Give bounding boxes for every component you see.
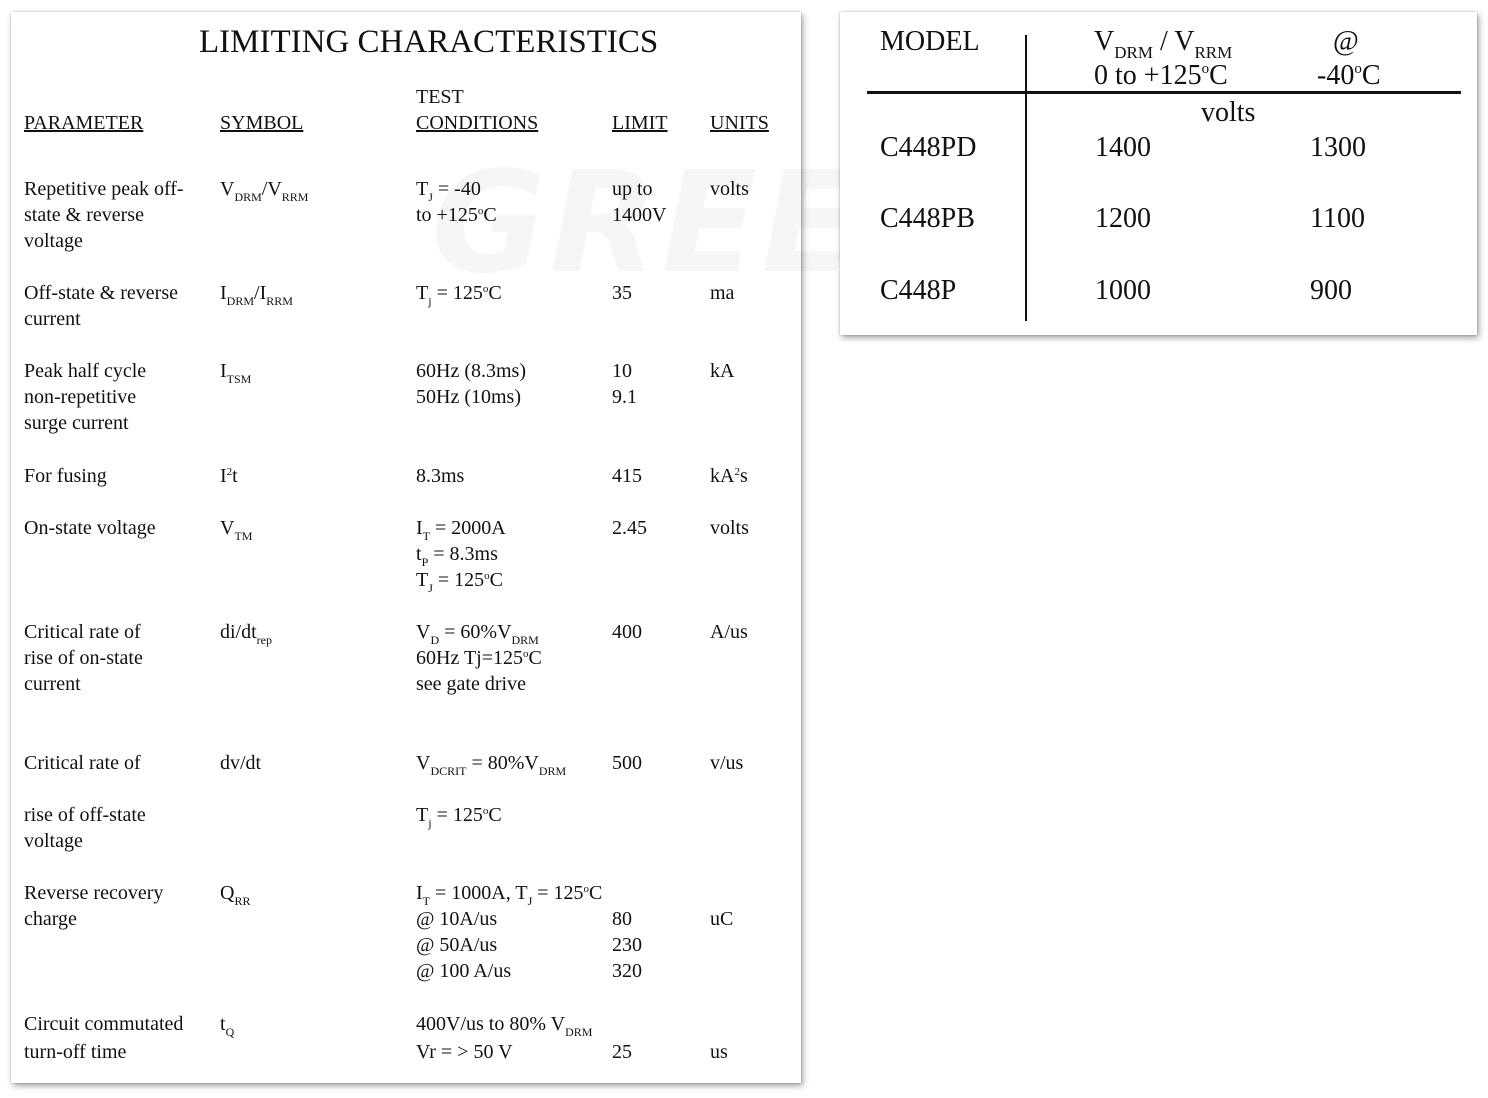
row-rep-limit-2: 1400V [612, 204, 667, 226]
v40-cell: 900 [1310, 275, 1352, 306]
vertical-divider [1025, 35, 1027, 321]
row-off-units: ma [710, 282, 735, 304]
row-vtm-param: On-state voltage [24, 517, 156, 539]
row-rep-param-1: Repetitive peak off- [24, 178, 184, 200]
row-fusing-param: For fusing [24, 465, 107, 487]
row-dvdt-cond-1: $V_{DCRIT} = 80\%V_{DRM}$ [416, 752, 567, 778]
row-didt-param-3: current [24, 673, 81, 695]
row-rep-param-2: state & reverse [24, 204, 144, 226]
v125-cell: 1200 [1095, 203, 1151, 234]
row-rep-units: volts [710, 178, 749, 200]
row-qrr-cond-2: @ 10A/us [416, 908, 498, 930]
row-tq-param-2: turn-off time [24, 1041, 127, 1063]
row-vtm-symbol: $V_{TM}$ [220, 517, 253, 543]
row-dvdt-param-2: rise of off-state [24, 804, 146, 826]
row-fusing-cond: 8.3ms [416, 465, 465, 487]
row-didt-param-1: Critical rate of [24, 621, 141, 643]
v125-cell: 1400 [1095, 132, 1151, 163]
row-rep-cond-1: $T_J = -40$ [416, 178, 481, 204]
row-qrr-units: uC [710, 908, 734, 930]
row-off-limit: 35 [612, 282, 632, 304]
row-dvdt-symbol: dv/dt [220, 752, 262, 774]
row-tq-symbol: $t_Q$ [220, 1013, 235, 1039]
model-cell: C448P [880, 275, 957, 306]
row-tq-param-1: Circuit commutated [24, 1013, 184, 1035]
row-rep-limit-1: up to [612, 178, 653, 200]
row-didt-param-2: rise of on-state [24, 647, 143, 669]
header-vdrm-vrrm: $V_{DRM} / V_{RRM}$ [1094, 26, 1233, 62]
model-cell: C448PD [880, 132, 977, 163]
row-surge-cond-1: 60Hz (8.3ms) [416, 360, 526, 382]
row-vtm-cond-1: $I_T = 2000A$ [416, 517, 506, 543]
header-conditions: CONDITIONS [416, 112, 539, 134]
row-qrr-cond-1: $I_T = 1000A$, $T_J = 125^oC$ [416, 882, 603, 908]
row-qrr-param-2: charge [24, 908, 77, 930]
model-cell: C448PB [880, 203, 975, 234]
row-qrr-symbol: $Q_{RR}$ [220, 882, 251, 908]
row-qrr-limit-3: 320 [612, 960, 642, 982]
row-surge-param-2: non-repetitive [24, 386, 137, 408]
row-dvdt-param-1: Critical rate of [24, 752, 141, 774]
row-qrr-cond-4: @ 100 A/us [416, 960, 512, 982]
header-units: UNITS [710, 112, 769, 134]
row-rep-param-3: voltage [24, 230, 83, 252]
header-at: @ [1333, 26, 1359, 57]
row-didt-units: A/us [710, 621, 748, 643]
row-surge-limit-2: 9.1 [612, 386, 637, 408]
row-tq-units: us [710, 1041, 728, 1063]
header-temp: -40$^o$C [1317, 60, 1381, 91]
header-symbol: SYMBOL [220, 112, 304, 134]
row-fusing-symbol: $I^2t$ [220, 465, 238, 487]
row-vtm-limit: 2.45 [612, 517, 647, 539]
row-rep-cond-2: to $+125^oC$ [416, 204, 497, 226]
row-dvdt-cond-2: $T_j = 125^oC$ [416, 804, 502, 830]
header-model: MODEL [880, 26, 980, 57]
row-off-symbol: $I_{DRM}/I_{RRM}$ [220, 282, 293, 308]
row-surge-param-3: surge current [24, 412, 129, 434]
row-off-param-2: current [24, 308, 81, 330]
row-fusing-limit: 415 [612, 465, 642, 487]
model-voltage-table [840, 12, 1477, 335]
header-test: TEST [416, 86, 464, 108]
row-didt-limit: 400 [612, 621, 642, 643]
row-vtm-units: volts [710, 517, 749, 539]
row-tq-cond-2: Vr = > 50 V [416, 1041, 513, 1063]
row-qrr-limit-2: 230 [612, 934, 642, 956]
row-surge-units: kA [710, 360, 735, 382]
row-dvdt-param-3: voltage [24, 830, 83, 852]
row-didt-cond-3: see gate drive [416, 673, 526, 695]
row-surge-cond-2: 50Hz (10ms) [416, 386, 521, 408]
v125-cell: 1000 [1095, 275, 1151, 306]
row-didt-cond-2: 60Hz $Tj=125^oC$ [416, 647, 542, 669]
row-vtm-cond-2: $t_P = 8.3ms$ [416, 543, 498, 569]
row-didt-cond-1: $V_D = 60\%V_{DRM}$ [416, 621, 539, 647]
header-parameter: PARAMETER [24, 112, 144, 134]
page-title: LIMITING CHARACTERISTICS [199, 24, 659, 60]
row-off-param-1: Off-state & reverse [24, 282, 179, 304]
limiting-characteristics-panel [11, 12, 801, 1083]
row-tq-limit: 25 [612, 1041, 632, 1063]
row-rep-symbol: $V_{DRM}/V_{RRM}$ [220, 178, 309, 204]
row-didt-symbol: $di/dt_{rep}$ [220, 621, 272, 647]
row-qrr-param-1: Reverse recovery [24, 882, 164, 904]
row-tq-cond-1: 400V/us to 80% $V_{DRM}$ [416, 1013, 593, 1039]
v40-cell: 1100 [1310, 203, 1365, 234]
row-fusing-units: $kA^2s$ [710, 465, 748, 487]
row-vtm-cond-3: $T_J = 125^oC$ [416, 569, 504, 595]
v40-cell: 1300 [1310, 132, 1366, 163]
row-qrr-limit-1: 80 [612, 908, 632, 930]
header-limit: LIMIT [612, 112, 668, 134]
header-volts: volts [1201, 97, 1256, 128]
row-surge-limit-1: 10 [612, 360, 632, 382]
row-dvdt-units: v/us [710, 752, 744, 774]
row-dvdt-limit: 500 [612, 752, 642, 774]
row-off-cond: $T_j = 125^oC$ [416, 282, 502, 308]
row-surge-symbol: $I_{TSM}$ [220, 360, 252, 386]
row-qrr-cond-3: @ 50A/us [416, 934, 498, 956]
row-surge-param-1: Peak half cycle [24, 360, 147, 382]
header-range: 0 to $+125^oC$ [1094, 60, 1228, 91]
